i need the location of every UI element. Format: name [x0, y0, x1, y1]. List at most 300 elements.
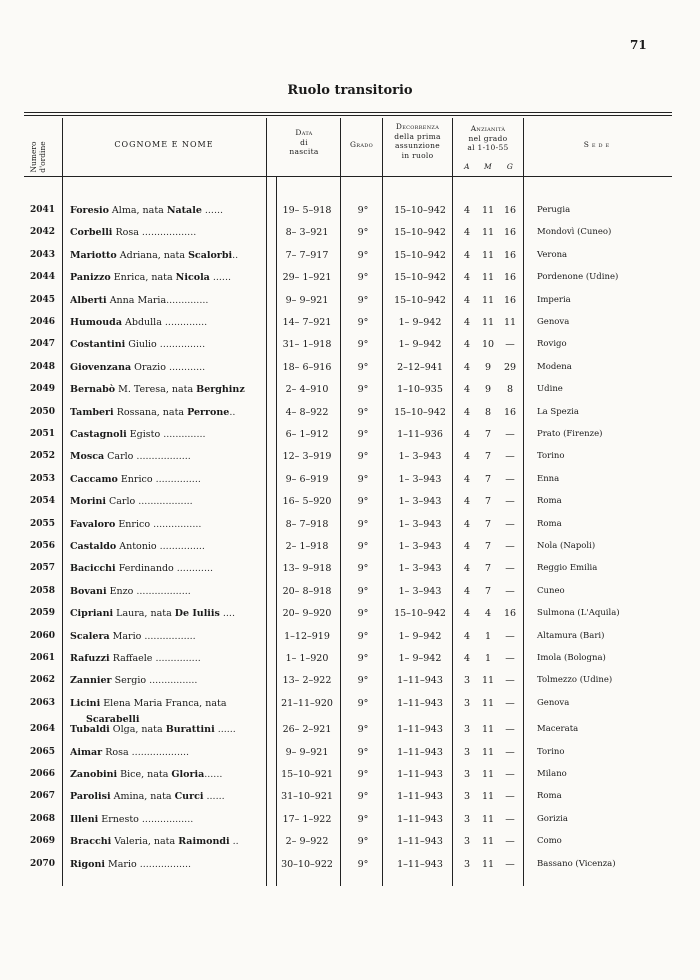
dot-leader: .. [229, 406, 236, 418]
seniority-months: 10 [481, 339, 495, 351]
given-name: Amina, nata [110, 791, 175, 803]
birth-date: 9– 9–921 [285, 294, 329, 306]
dot-leader: .... [219, 608, 235, 620]
surname: Alberti [70, 294, 107, 306]
birth-date: 12– 3–919 [282, 451, 332, 463]
person-name [70, 250, 262, 261]
table-row [0, 608, 700, 630]
seniority-years: 4 [463, 205, 471, 216]
given-name: M. Teresa, nata [115, 384, 197, 396]
table-row [0, 496, 700, 518]
surname: Parolisi [70, 791, 111, 803]
given-name: Antonio [116, 541, 157, 552]
location: Tolmezzo (Udine) [537, 675, 613, 686]
grade: 9° [357, 249, 369, 261]
seniority-days: — [505, 630, 515, 642]
seniority-days: — [505, 473, 515, 485]
surname: Costantini [70, 339, 126, 351]
row-number: 2070 [30, 858, 56, 869]
location: Imola (Bologna) [537, 653, 606, 663]
maiden-name: Burattini [165, 724, 215, 736]
location: Enna [537, 473, 560, 484]
table-row [0, 675, 700, 697]
seniority-days: — [505, 339, 515, 351]
person-name [70, 205, 262, 216]
table-row [0, 747, 700, 769]
seniority-years: 4 [463, 272, 471, 284]
seniority-months: 11 [481, 836, 495, 848]
start-date: 1–11–943 [397, 697, 443, 709]
seniority-years: 3 [463, 697, 471, 709]
given-name: Orazio [131, 361, 166, 373]
given-name: Rosa [102, 746, 129, 758]
table-row [0, 205, 700, 227]
row-number: 2042 [30, 227, 56, 238]
start-date: 1– 3–943 [398, 518, 442, 530]
seniority-years: 3 [463, 769, 471, 780]
header-anzianita: Anzianità nel grado al 1-10-55 [467, 124, 509, 152]
location: Roma [537, 518, 562, 529]
surname: Panizzo [70, 272, 111, 284]
dot-leader: ...... [201, 205, 224, 216]
seniority-years: 4 [463, 406, 471, 418]
seniority-days: — [505, 813, 515, 825]
seniority-years: 3 [463, 836, 471, 848]
row-number: 2067 [30, 791, 56, 802]
seniority-years: 4 [463, 585, 471, 597]
birth-date: 20– 8–918 [282, 585, 332, 597]
surname: Tubaldi [70, 724, 110, 736]
surname: Illeni [70, 813, 99, 825]
dot-leader: .. [232, 249, 239, 261]
location: Imperia [537, 294, 571, 305]
seniority-months: 11 [481, 746, 495, 758]
top-rule-1 [24, 112, 672, 113]
seniority-days: — [505, 518, 515, 530]
table-row [0, 317, 700, 339]
start-date: 1– 3–943 [398, 585, 442, 597]
given-name: Carlo [104, 451, 134, 463]
birth-date: 13– 9–918 [282, 563, 332, 575]
birth-date: 8– 3–921 [285, 227, 329, 239]
dot-leader: ...... [204, 769, 223, 780]
start-date: 1–11–943 [397, 675, 443, 687]
seniority-days: — [505, 675, 515, 687]
given-name: Egisto [126, 429, 161, 440]
maiden-name: Raimondi [178, 836, 230, 848]
seniority-days: 11 [503, 317, 517, 328]
row-number: 2069 [30, 836, 56, 847]
seniority-years: 3 [463, 724, 471, 736]
seniority-months: 9 [484, 384, 492, 396]
dot-leader: ................. [138, 813, 194, 825]
person-name [70, 317, 262, 328]
grade: 9° [357, 697, 369, 709]
person-name [70, 836, 262, 847]
seniority-months: 7 [484, 518, 492, 530]
grade: 9° [357, 384, 369, 396]
seniority-years: 4 [463, 451, 471, 463]
table-row [0, 339, 700, 361]
surname: Bacicchi [70, 563, 116, 575]
seniority-years: 4 [463, 518, 471, 530]
grade: 9° [357, 518, 369, 530]
start-date: 15–10–942 [394, 294, 446, 306]
surname: Tamberi [70, 406, 114, 418]
seniority-days: — [505, 451, 515, 463]
person-name [70, 384, 262, 395]
given-name: Anna Maria [106, 294, 167, 306]
person-name [70, 608, 262, 619]
row-number: 2059 [30, 608, 56, 619]
maiden-name: Berghinz [196, 384, 245, 396]
birth-date: 1– 1–920 [285, 653, 329, 664]
seniority-days: — [505, 653, 515, 664]
surname: Cipriani [70, 608, 114, 620]
start-date: 1– 3–943 [398, 541, 442, 552]
start-date: 1– 3–943 [398, 473, 442, 485]
table-row [0, 384, 700, 406]
birth-date: 17– 1–922 [282, 813, 332, 825]
grade: 9° [357, 496, 369, 508]
birth-date: 20– 9–920 [282, 608, 332, 620]
person-name [70, 791, 262, 802]
row-number: 2048 [30, 361, 56, 372]
location: Perugia [537, 205, 571, 215]
seniority-months: 4 [484, 608, 492, 620]
row-number: 2043 [30, 249, 56, 260]
dot-leader: ............... [152, 653, 201, 664]
dot-leader: .............. [166, 294, 209, 306]
dot-leader: ............... [156, 541, 205, 552]
seniority-months: 11 [481, 249, 495, 261]
location: Verona [537, 249, 568, 260]
grade: 9° [357, 272, 369, 284]
given-name: Adriana, nata [116, 249, 189, 261]
start-date: 15–10–942 [394, 249, 446, 261]
grade: 9° [357, 813, 369, 825]
row-number: 2058 [30, 585, 56, 596]
row-number: 2056 [30, 541, 56, 551]
seniority-months: 11 [481, 769, 495, 780]
person-name [70, 339, 262, 350]
seniority-years: 4 [463, 653, 471, 664]
table-row [0, 272, 700, 294]
seniority-days: 16 [503, 272, 517, 284]
birth-date: 30–10–922 [281, 858, 333, 870]
person-name [70, 747, 262, 758]
location: Torino [537, 746, 565, 757]
location: Mondovì (Cuneo) [537, 227, 612, 238]
start-date: 15–10–942 [394, 205, 446, 216]
dot-leader: ...... [209, 272, 231, 284]
person-name [70, 227, 262, 238]
seniority-days: 16 [503, 249, 517, 261]
surname: Castaldo [70, 541, 117, 552]
header-data: Data di nascita [289, 128, 319, 156]
dot-leader: ............ [165, 361, 206, 373]
dot-leader: ................. [136, 858, 192, 870]
seniority-years: 3 [463, 813, 471, 825]
maiden-name: De Iuliis [174, 608, 220, 620]
table-row [0, 429, 700, 451]
birth-date: 31–10–921 [281, 791, 333, 803]
surname: Rafuzzi [70, 653, 110, 664]
birth-date: 8– 7–918 [285, 518, 329, 530]
table-row [0, 227, 700, 249]
row-number: 2047 [30, 339, 56, 350]
row-number: 2064 [30, 724, 56, 735]
table-row [0, 295, 700, 317]
seniority-months: 11 [481, 294, 495, 306]
maiden-name: Natale [166, 205, 202, 216]
grade: 9° [357, 836, 369, 848]
surname: Favaloro [70, 518, 116, 530]
row-number: 2053 [30, 473, 56, 484]
seniority-months: 7 [484, 496, 492, 508]
location: Macerata [537, 724, 579, 735]
person-name [70, 451, 262, 462]
dot-leader: ............... [156, 339, 206, 351]
seniority-months: 8 [484, 406, 492, 418]
birth-date: 21–11–920 [281, 697, 333, 709]
location: La Spezia [537, 406, 579, 417]
seniority-months: 9 [484, 361, 492, 373]
grade: 9° [357, 608, 369, 620]
seniority-months: 11 [481, 227, 495, 239]
birth-date: 16– 5–920 [282, 496, 332, 508]
table-row [0, 631, 700, 653]
row-number: 2045 [30, 294, 56, 305]
dot-leader: ................ [146, 675, 198, 687]
location: Reggio Emilia [537, 563, 598, 574]
surname: Giovenzana [70, 361, 132, 373]
person-name [70, 429, 262, 440]
grade: 9° [357, 653, 369, 664]
table-row [0, 586, 700, 608]
seniority-days: — [505, 697, 515, 709]
given-name: Valeria, nata [111, 836, 179, 848]
given-name: Elena Maria Franca, nata [100, 697, 227, 709]
seniority-years: 4 [463, 630, 471, 642]
seniority-years: 4 [463, 294, 471, 306]
birth-date: 2– 4–910 [285, 384, 329, 396]
row-number: 2062 [30, 675, 56, 686]
grade: 9° [357, 294, 369, 306]
grade: 9° [357, 791, 369, 803]
location: Altamura (Bari) [537, 630, 605, 641]
seniority-years: 3 [463, 858, 471, 870]
given-name: Mario [105, 858, 137, 870]
table-row [0, 563, 700, 585]
header-grado: Grado [350, 140, 373, 149]
surname: Zanobini [70, 769, 118, 780]
seniority-months: 11 [481, 675, 495, 687]
seniority-days: 16 [503, 406, 517, 418]
location: Milano [537, 769, 567, 779]
dot-leader: ............ [173, 563, 214, 575]
table-row [0, 653, 700, 675]
surname: Bovani [70, 585, 107, 597]
seniority-years: 4 [463, 496, 471, 508]
grade: 9° [357, 541, 369, 552]
person-name [70, 496, 262, 507]
seniority-months: 11 [481, 697, 495, 709]
seniority-years: 3 [463, 791, 471, 803]
dot-leader: ................. [141, 630, 196, 642]
start-date: 1– 9–942 [398, 653, 442, 664]
row-number: 2055 [30, 518, 56, 529]
birth-date: 9– 6–919 [285, 473, 329, 485]
given-name: Olga, nata [109, 724, 166, 736]
row-number: 2054 [30, 496, 56, 507]
seniority-days: — [505, 836, 515, 848]
table-row [0, 451, 700, 473]
row-number: 2041 [30, 205, 56, 215]
birth-date: 4– 8–922 [285, 406, 329, 418]
page-number: 71 [630, 38, 647, 52]
location: Bassano (Vicenza) [537, 858, 616, 869]
seniority-days: 8 [506, 384, 514, 396]
surname: Corbelli [70, 227, 113, 239]
row-number: 2066 [30, 769, 56, 779]
seniority-years: 4 [463, 429, 471, 440]
row-number: 2060 [30, 630, 56, 641]
table-row [0, 250, 700, 272]
location: Roma [537, 791, 562, 802]
header-sede: Sede [583, 140, 613, 149]
seniority-days: — [505, 563, 515, 575]
seniority-months: 7 [484, 429, 492, 440]
surname: Aimar [70, 746, 103, 758]
maiden-name: Nicola [175, 272, 210, 284]
seniority-months: 7 [484, 473, 492, 485]
seniority-months: 11 [481, 724, 495, 736]
person-name [70, 563, 262, 574]
given-name: Mario [109, 630, 142, 642]
person-name [70, 474, 262, 485]
birth-date: 15–10–921 [281, 769, 333, 780]
grade: 9° [357, 473, 369, 485]
seniority-months: 7 [484, 451, 492, 463]
start-date: 1– 3–943 [398, 563, 442, 575]
seniority-years: 4 [463, 339, 471, 351]
seniority-days: 29 [503, 361, 517, 373]
table-row [0, 769, 700, 791]
location: Gorizia [537, 813, 568, 824]
seniority-months: 7 [484, 563, 492, 575]
dot-leader: ...... [214, 724, 236, 736]
row-number: 2044 [30, 272, 56, 283]
start-date: 15–10–942 [394, 272, 446, 284]
row-number: 2063 [30, 697, 56, 708]
birth-date: 7– 7–917 [285, 249, 329, 261]
seniority-days: — [505, 724, 515, 736]
seniority-years: 4 [463, 541, 471, 552]
top-rule-2 [24, 115, 672, 116]
given-name: Carlo [105, 496, 136, 508]
seniority-months: 1 [484, 653, 492, 664]
surname: Mariotto [70, 249, 117, 261]
birth-date: 6– 1–912 [285, 429, 329, 440]
seniority-years: 4 [463, 473, 471, 485]
dot-leader: .................. [133, 451, 191, 463]
start-date: 1–11–936 [397, 429, 443, 440]
given-name: Raffaele [109, 653, 153, 664]
start-date: 1–11–943 [397, 724, 443, 736]
start-date: 1–11–943 [397, 746, 443, 758]
seniority-months: 11 [481, 272, 495, 284]
person-name [70, 272, 262, 283]
seniority-days: 16 [503, 205, 517, 216]
dot-leader: ................ [150, 518, 202, 530]
seniority-days: — [505, 746, 515, 758]
location: Roma [537, 496, 562, 507]
location: Genova [537, 317, 570, 327]
grade: 9° [357, 361, 369, 373]
person-name [70, 698, 262, 709]
row-number: 2061 [30, 653, 56, 663]
given-name: Rossana, nata [113, 406, 188, 418]
seniority-months: 11 [481, 317, 495, 328]
start-date: 1– 9–942 [398, 630, 442, 642]
table-row [0, 519, 700, 541]
dot-leader: .. [229, 836, 239, 848]
birth-date: 29– 1–921 [282, 272, 332, 284]
location: Torino [537, 451, 565, 462]
start-date: 1– 9–942 [398, 317, 442, 328]
grade: 9° [357, 339, 369, 351]
seniority-days: 16 [503, 608, 517, 620]
grade: 9° [357, 675, 369, 687]
location: Cuneo [537, 585, 565, 596]
maiden-name: Gloria [171, 769, 205, 780]
dot-leader: .............. [160, 429, 206, 440]
row-number: 2046 [30, 317, 56, 327]
dot-leader: ............... [152, 473, 201, 485]
birth-date: 2– 9–922 [285, 836, 329, 848]
table-row [0, 859, 700, 881]
seniority-years: 4 [463, 227, 471, 239]
table-row [0, 407, 700, 429]
seniority-years: 4 [463, 317, 471, 328]
given-name: Abdulla [121, 317, 162, 328]
location: Modena [537, 361, 572, 372]
surname: Morini [70, 496, 106, 508]
location: Genova [537, 697, 570, 708]
grade: 9° [357, 630, 369, 642]
location: Como [537, 836, 562, 847]
person-name [70, 586, 262, 597]
grade: 9° [357, 227, 369, 239]
person-name [70, 859, 262, 870]
start-date: 15–10–942 [394, 406, 446, 418]
header-bottom-rule [24, 176, 672, 177]
grade: 9° [357, 724, 369, 736]
maiden-name: Perrone [187, 406, 230, 418]
row-number: 2068 [30, 813, 56, 824]
seniority-years: 3 [463, 746, 471, 758]
header-cognome: COGNOME E NOME [114, 140, 214, 149]
start-date: 1–11–943 [397, 769, 443, 780]
given-name: Ferdinando [115, 563, 174, 575]
seniority-days: — [505, 858, 515, 870]
seniority-years: 4 [463, 361, 471, 373]
seniority-months: 11 [481, 858, 495, 870]
dot-leader: .................. [138, 227, 197, 239]
surname: Humouda [70, 317, 122, 328]
surname: Mosca [70, 451, 105, 463]
